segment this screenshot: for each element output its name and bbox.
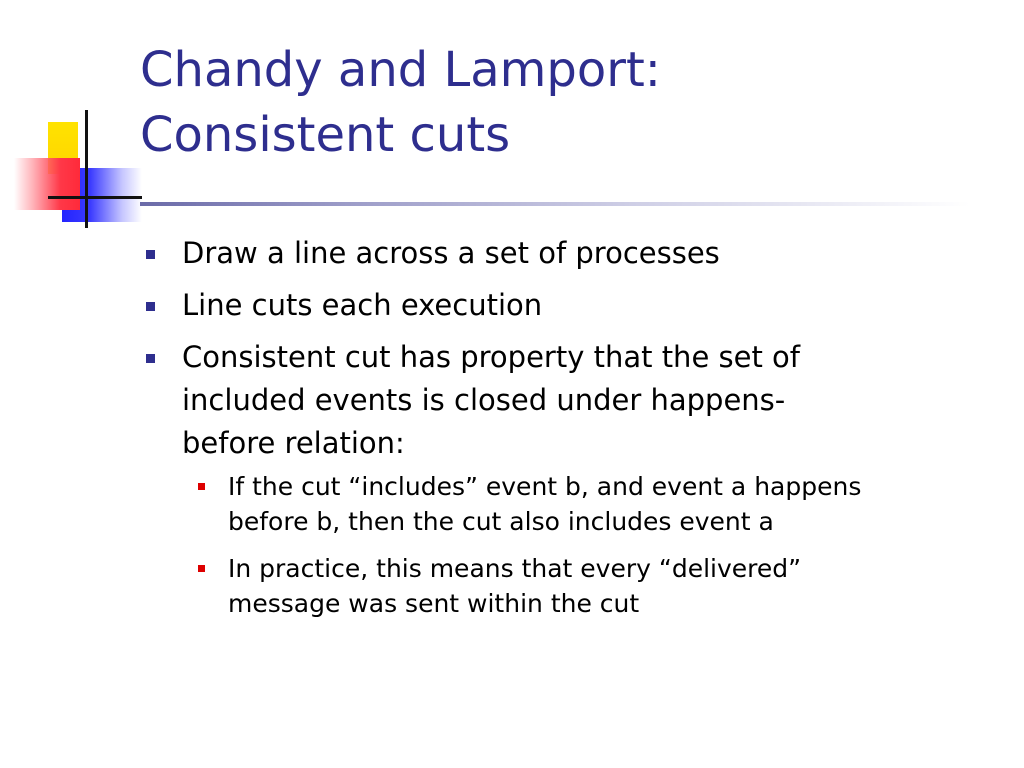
sub-bullet-text: message was sent within the cut xyxy=(228,589,640,618)
sub-bullet-list xyxy=(182,469,996,621)
small-square-bullet-icon xyxy=(198,565,205,572)
bullet-text: before relation: xyxy=(182,426,405,460)
bullet-text: Consistent cut has property that the set of xyxy=(182,340,800,374)
slide-title xyxy=(140,38,980,168)
logo-horizontal-line xyxy=(48,196,142,199)
logo-vertical-line xyxy=(85,110,88,228)
bullet-list xyxy=(146,232,996,633)
slide-title-line: Consistent cuts xyxy=(140,107,511,163)
sub-bullet-item xyxy=(192,469,996,539)
sub-bullet-text: If the cut “includes” event b, and event a happens xyxy=(228,472,862,501)
bullet-text: Draw a line across a set of processes xyxy=(182,236,720,270)
logo-red-square xyxy=(14,158,80,210)
bullet-item xyxy=(146,284,996,327)
sub-bullet-text: In practice, this means that every “delivered” xyxy=(228,554,802,583)
bullet-text: included events is closed under happens- xyxy=(182,383,786,417)
sub-bullet-item xyxy=(192,551,996,621)
sub-bullet-text: before b, then the cut also includes event a xyxy=(228,507,774,536)
slide-title-line: Chandy and Lamport: xyxy=(140,42,661,98)
bullet-text: Line cuts each execution xyxy=(182,288,543,322)
small-square-bullet-icon xyxy=(198,483,205,490)
title-underline-rule xyxy=(140,202,970,206)
bullet-item xyxy=(146,336,996,621)
bullet-item xyxy=(146,232,996,275)
square-bullet-icon xyxy=(146,250,155,259)
square-bullet-icon xyxy=(146,354,155,363)
decorative-logo-icon xyxy=(0,0,150,240)
square-bullet-icon xyxy=(146,302,155,311)
